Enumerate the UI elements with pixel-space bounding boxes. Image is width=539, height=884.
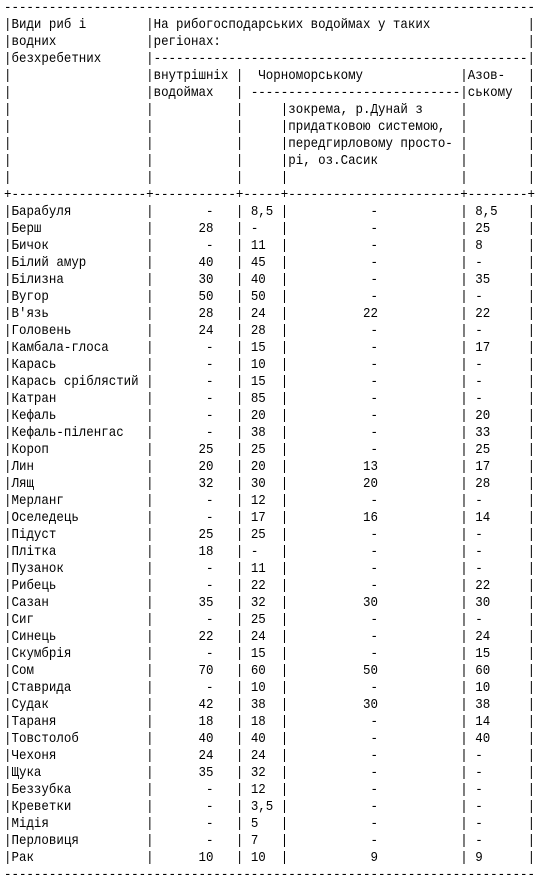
azov-value: 40 xyxy=(467,731,528,747)
top-rule: ----------------------------------------------------------------------- xyxy=(4,0,536,16)
species-header: безхребетних xyxy=(11,51,147,67)
azov-value: - xyxy=(467,527,528,543)
inland-value: 40 xyxy=(153,731,236,747)
azov-value: - xyxy=(467,799,528,815)
black-sea-value: 20 xyxy=(243,459,281,475)
table-row: |Сиг | - | 25 | - | - | xyxy=(4,612,536,628)
inland-value: 40 xyxy=(153,255,236,271)
table-row: |Лин | 20 | 20 | 13 | 17 | xyxy=(4,459,536,475)
azov-value: 14 xyxy=(467,510,528,526)
black-sea-value: 8,5 xyxy=(243,204,281,220)
inland-value: 32 xyxy=(153,476,236,492)
black-sea-value: 24 xyxy=(243,306,281,322)
azov-value: - xyxy=(467,289,528,305)
species-name: Камбала-глоса xyxy=(11,340,147,356)
danube-value: - xyxy=(288,765,461,781)
header-line: |безхребетних |--------------------------------------------------| xyxy=(4,51,536,67)
table-row: |Мерланг | - | 12 | - | - | xyxy=(4,493,536,509)
species-name: Карась xyxy=(11,357,147,373)
black-sea-value: 28 xyxy=(243,323,281,339)
header-line: | |внутрішніх | Чорноморському |Азов- | xyxy=(4,68,536,84)
azov-value: - xyxy=(467,255,528,271)
azov-header: ському xyxy=(467,85,528,101)
inland-value: 50 xyxy=(153,289,236,305)
species-name: Кефаль xyxy=(11,408,147,424)
danube-value: - xyxy=(288,680,461,696)
black-sea-value: 24 xyxy=(243,629,281,645)
species-name: Сазан xyxy=(11,595,147,611)
black-sea-value: 60 xyxy=(243,663,281,679)
azov-value: - xyxy=(467,561,528,577)
inland-value: - xyxy=(153,374,236,390)
inland-value: - xyxy=(153,408,236,424)
species-name: Щука xyxy=(11,765,147,781)
azov-value: 25 xyxy=(467,221,528,237)
inland-header: водоймах xyxy=(153,85,236,101)
species-name: Перловиця xyxy=(11,833,147,849)
table-row: |Ставрида | - | 10 | - | 10 | xyxy=(4,680,536,696)
azov-value: 38 xyxy=(467,697,528,713)
header-line: | | | |рі, оз.Сасик | | xyxy=(4,153,536,169)
species-name: Карась сріблястий xyxy=(11,374,147,390)
species-name: Рак xyxy=(11,850,147,866)
azov-value: - xyxy=(467,544,528,560)
inland-value: - xyxy=(153,204,236,220)
danube-value: 22 xyxy=(288,306,461,322)
inland-value: 28 xyxy=(153,221,236,237)
black-sea-value: 18 xyxy=(243,714,281,730)
danube-value: - xyxy=(288,408,461,424)
species-name: Барабуля xyxy=(11,204,147,220)
inland-value: - xyxy=(153,833,236,849)
species-name: Вугор xyxy=(11,289,147,305)
table-row: |Тараня | 18 | 18 | - | 14 | xyxy=(4,714,536,730)
species-name: Мерланг xyxy=(11,493,147,509)
inland-value: - xyxy=(153,510,236,526)
azov-value: - xyxy=(467,357,528,373)
azov-value: 60 xyxy=(467,663,528,679)
black-sea-value: 38 xyxy=(243,425,281,441)
danube-value: - xyxy=(288,527,461,543)
azov-value: - xyxy=(467,374,528,390)
species-name: Берш xyxy=(11,221,147,237)
table-row: |Карась | - | 10 | - | - | xyxy=(4,357,536,373)
inland-value: 20 xyxy=(153,459,236,475)
inland-value: - xyxy=(153,357,236,373)
inland-value: 42 xyxy=(153,697,236,713)
inland-value: - xyxy=(153,680,236,696)
inland-value: 30 xyxy=(153,272,236,288)
black-sea-value: 3,5 xyxy=(243,799,281,815)
table-row: |Білий амур | 40 | 45 | - | - | xyxy=(4,255,536,271)
species-name: Креветки xyxy=(11,799,147,815)
azov-value: 35 xyxy=(467,272,528,288)
azov-value: 17 xyxy=(467,340,528,356)
black-sea-value: 32 xyxy=(243,765,281,781)
danube-value: - xyxy=(288,646,461,662)
black-sea-value: 10 xyxy=(243,357,281,373)
black-sea-value: 10 xyxy=(243,680,281,696)
header-line: | | | |придатковою системою, | | xyxy=(4,119,536,135)
species-name: Лящ xyxy=(11,476,147,492)
species-name: Беззубка xyxy=(11,782,147,798)
table-row: |Камбала-глоса | - | 15 | - | 17 | xyxy=(4,340,536,356)
table-row: |Чехоня | 24 | 24 | - | - | xyxy=(4,748,536,764)
azov-value: - xyxy=(467,833,528,849)
black-sea-value: - xyxy=(243,544,281,560)
danube-value: - xyxy=(288,544,461,560)
azov-value: 8 xyxy=(467,238,528,254)
danube-value: - xyxy=(288,238,461,254)
danube-value: 9 xyxy=(288,850,461,866)
danube-value: - xyxy=(288,289,461,305)
black-sea-value: 17 xyxy=(243,510,281,526)
table-row: |Мідія | - | 5 | - | - | xyxy=(4,816,536,832)
azov-value: - xyxy=(467,323,528,339)
danube-value: 13 xyxy=(288,459,461,475)
inland-value: - xyxy=(153,799,236,815)
species-name: Синець xyxy=(11,629,147,645)
danube-value: 16 xyxy=(288,510,461,526)
black-sea-value: 7 xyxy=(243,833,281,849)
black-sea-value: 25 xyxy=(243,442,281,458)
danube-value: - xyxy=(288,493,461,509)
species-name: Кефаль-піленгас xyxy=(11,425,147,441)
inland-value: - xyxy=(153,238,236,254)
danube-value: - xyxy=(288,391,461,407)
table-row: |Скумбрія | - | 15 | - | 15 | xyxy=(4,646,536,662)
table-row: |Білизна | 30 | 40 | - | 35 | xyxy=(4,272,536,288)
inland-value: 25 xyxy=(153,527,236,543)
header-line: | | | |зокрема, р.Дунай з | | xyxy=(4,102,536,118)
table-row: |Оселедець | - | 17 | 16 | 14 | xyxy=(4,510,536,526)
azov-value: - xyxy=(467,612,528,628)
danube-value: - xyxy=(288,612,461,628)
header-line: |Види риб і |На рибогосподарських водоймах у таких | xyxy=(4,17,536,33)
azov-header: Азов- xyxy=(467,68,528,84)
danube-value: - xyxy=(288,442,461,458)
table-row: |Товстолоб | 40 | 40 | - | 40 | xyxy=(4,731,536,747)
species-name: Підуст xyxy=(11,527,147,543)
species-name: Судак xyxy=(11,697,147,713)
inland-value: 35 xyxy=(153,595,236,611)
header-line: | | | | | | xyxy=(4,170,536,186)
black-sea-value: 11 xyxy=(243,561,281,577)
azov-value: - xyxy=(467,782,528,798)
table-row: |Сазан | 35 | 32 | 30 | 30 | xyxy=(4,595,536,611)
inland-value: - xyxy=(153,340,236,356)
danube-value: 50 xyxy=(288,663,461,679)
table-row: |Сом | 70 | 60 | 50 | 60 | xyxy=(4,663,536,679)
azov-value: - xyxy=(467,391,528,407)
black-sea-value: 10 xyxy=(243,850,281,866)
inland-value: 10 xyxy=(153,850,236,866)
inland-header: внутрішніх xyxy=(153,68,236,84)
black-sea-value: 15 xyxy=(243,646,281,662)
danube-value: - xyxy=(288,204,461,220)
danube-value: - xyxy=(288,425,461,441)
regions-header: На рибогосподарських водоймах у таких xyxy=(153,17,528,33)
species-name: Рибець xyxy=(11,578,147,594)
black-sea-value: 45 xyxy=(243,255,281,271)
danube-value: - xyxy=(288,221,461,237)
species-name: Білий амур xyxy=(11,255,147,271)
table-row: |Рибець | - | 22 | - | 22 | xyxy=(4,578,536,594)
table-row: |Підуст | 25 | 25 | - | - | xyxy=(4,527,536,543)
black-sea-value: 38 xyxy=(243,697,281,713)
danube-header: передгирловому просто- xyxy=(288,136,461,152)
danube-value: - xyxy=(288,629,461,645)
species-header: Види риб і xyxy=(11,17,147,33)
table-row: |Рак | 10 | 10 | 9 | 9 | xyxy=(4,850,536,866)
species-name: Мідія xyxy=(11,816,147,832)
inland-value: 35 xyxy=(153,765,236,781)
azov-value: 20 xyxy=(467,408,528,424)
danube-header: придатковою системою, xyxy=(288,119,461,135)
black-sea-value: - xyxy=(243,221,281,237)
danube-value: 30 xyxy=(288,595,461,611)
species-name: Скумбрія xyxy=(11,646,147,662)
inland-value: - xyxy=(153,493,236,509)
table-row: |Короп | 25 | 25 | - | 25 | xyxy=(4,442,536,458)
table-row: |Креветки | - | 3,5 | - | - | xyxy=(4,799,536,815)
black-sea-value: 24 xyxy=(243,748,281,764)
black-sea-value: 40 xyxy=(243,731,281,747)
inland-value: - xyxy=(153,816,236,832)
danube-value: - xyxy=(288,799,461,815)
species-name: Катран xyxy=(11,391,147,407)
danube-value: - xyxy=(288,816,461,832)
inland-value: 25 xyxy=(153,442,236,458)
table-row: |Берш | 28 | - | - | 25 | xyxy=(4,221,536,237)
black-sea-value: 32 xyxy=(243,595,281,611)
species-name: Ставрида xyxy=(11,680,147,696)
inland-value: - xyxy=(153,646,236,662)
table-row: |Синець | 22 | 24 | - | 24 | xyxy=(4,629,536,645)
danube-value: 20 xyxy=(288,476,461,492)
inland-value: 24 xyxy=(153,748,236,764)
azov-value: - xyxy=(467,816,528,832)
black-sea-value: 40 xyxy=(243,272,281,288)
table-row: |Кефаль-піленгас | - | 38 | - | 33 | xyxy=(4,425,536,441)
azov-value: - xyxy=(467,748,528,764)
species-name: Бичок xyxy=(11,238,147,254)
table-row: |Кефаль | - | 20 | - | 20 | xyxy=(4,408,536,424)
danube-value: - xyxy=(288,578,461,594)
black-sea-value: 25 xyxy=(243,527,281,543)
danube-value: - xyxy=(288,833,461,849)
species-name: Сиг xyxy=(11,612,147,628)
danube-value: - xyxy=(288,714,461,730)
species-name: Короп xyxy=(11,442,147,458)
danube-value: - xyxy=(288,374,461,390)
danube-header: зокрема, р.Дунай з xyxy=(288,102,461,118)
header-line: |водних |регіонах: | xyxy=(4,34,536,50)
inland-value: 24 xyxy=(153,323,236,339)
species-name: Плітка xyxy=(11,544,147,560)
danube-value: - xyxy=(288,731,461,747)
inland-value: - xyxy=(153,782,236,798)
header-line: | |водоймах | ----------------------------|ському | xyxy=(4,85,536,101)
danube-value: - xyxy=(288,748,461,764)
species-name: Головень xyxy=(11,323,147,339)
inland-value: 22 xyxy=(153,629,236,645)
species-name: Білизна xyxy=(11,272,147,288)
fish-size-table xyxy=(4,0,535,884)
azov-value: 22 xyxy=(467,306,528,322)
black-sea-value: 11 xyxy=(243,238,281,254)
danube-header: рі, оз.Сасик xyxy=(288,153,461,169)
table-row: |В'язь | 28 | 24 | 22 | 22 | xyxy=(4,306,536,322)
table-row: |Катран | - | 85 | - | - | xyxy=(4,391,536,407)
table-row: |Головень | 24 | 28 | - | - | xyxy=(4,323,536,339)
table-row: |Судак | 42 | 38 | 30 | 38 | xyxy=(4,697,536,713)
table-row: |Карась сріблястий | - | 15 | - | - | xyxy=(4,374,536,390)
black-sea-value: 85 xyxy=(243,391,281,407)
black-sea-value: 15 xyxy=(243,340,281,356)
azov-value: 8,5 xyxy=(467,204,528,220)
table-row: |Барабуля | - | 8,5 | - | 8,5 | xyxy=(4,204,536,220)
danube-value: 30 xyxy=(288,697,461,713)
azov-value: 28 xyxy=(467,476,528,492)
black-sea-header: Чорноморському xyxy=(258,68,461,84)
species-name: Чехоня xyxy=(11,748,147,764)
azov-value: 22 xyxy=(467,578,528,594)
table-row: |Вугор | 50 | 50 | - | - | xyxy=(4,289,536,305)
species-name: В'язь xyxy=(11,306,147,322)
table-row: |Щука | 35 | 32 | - | - | xyxy=(4,765,536,781)
danube-value: - xyxy=(288,782,461,798)
azov-value: 25 xyxy=(467,442,528,458)
black-sea-value: 12 xyxy=(243,782,281,798)
inland-value: - xyxy=(153,425,236,441)
bottom-rule: ----------------------------------------------------------------------- xyxy=(4,867,536,883)
header-rule: +------------------+-----------+-----+-----------------------+--------+ xyxy=(4,187,536,203)
inland-value: 18 xyxy=(153,714,236,730)
regions-header: регіонах: xyxy=(153,34,528,50)
black-sea-value: 5 xyxy=(243,816,281,832)
inland-value: 18 xyxy=(153,544,236,560)
azov-value: 24 xyxy=(467,629,528,645)
black-sea-value: 50 xyxy=(243,289,281,305)
species-header: водних xyxy=(11,34,147,50)
header-line: | | | |передгирловому просто- | | xyxy=(4,136,536,152)
table-row: |Перловиця | - | 7 | - | - | xyxy=(4,833,536,849)
table-row: |Пузанок | - | 11 | - | - | xyxy=(4,561,536,577)
danube-value: - xyxy=(288,272,461,288)
inland-value: - xyxy=(153,561,236,577)
danube-value: - xyxy=(288,340,461,356)
danube-value: - xyxy=(288,323,461,339)
black-sea-value: 25 xyxy=(243,612,281,628)
azov-value: 14 xyxy=(467,714,528,730)
danube-value: - xyxy=(288,255,461,271)
species-name: Товстолоб xyxy=(11,731,147,747)
black-sea-value: 22 xyxy=(243,578,281,594)
azov-value: - xyxy=(467,493,528,509)
azov-value: 9 xyxy=(467,850,528,866)
azov-value: 30 xyxy=(467,595,528,611)
inland-value: 70 xyxy=(153,663,236,679)
inland-value: - xyxy=(153,578,236,594)
species-name: Лин xyxy=(11,459,147,475)
black-sea-value: 20 xyxy=(243,408,281,424)
azov-value: 33 xyxy=(467,425,528,441)
table-row: |Лящ | 32 | 30 | 20 | 28 | xyxy=(4,476,536,492)
azov-value: 10 xyxy=(467,680,528,696)
table-row: |Беззубка | - | 12 | - | - | xyxy=(4,782,536,798)
species-name: Пузанок xyxy=(11,561,147,577)
danube-value: - xyxy=(288,561,461,577)
inland-value: 28 xyxy=(153,306,236,322)
azov-value: 15 xyxy=(467,646,528,662)
black-sea-value: 15 xyxy=(243,374,281,390)
black-sea-value: 30 xyxy=(243,476,281,492)
danube-value: - xyxy=(288,357,461,373)
inland-value: - xyxy=(153,612,236,628)
inland-value: - xyxy=(153,391,236,407)
species-name: Оселедець xyxy=(11,510,147,526)
black-sea-value: 12 xyxy=(243,493,281,509)
table-row: |Бичок | - | 11 | - | 8 | xyxy=(4,238,536,254)
species-name: Тараня xyxy=(11,714,147,730)
table-row: |Плітка | 18 | - | - | - | xyxy=(4,544,536,560)
azov-value: - xyxy=(467,765,528,781)
species-name: Сом xyxy=(11,663,147,679)
azov-value: 17 xyxy=(467,459,528,475)
